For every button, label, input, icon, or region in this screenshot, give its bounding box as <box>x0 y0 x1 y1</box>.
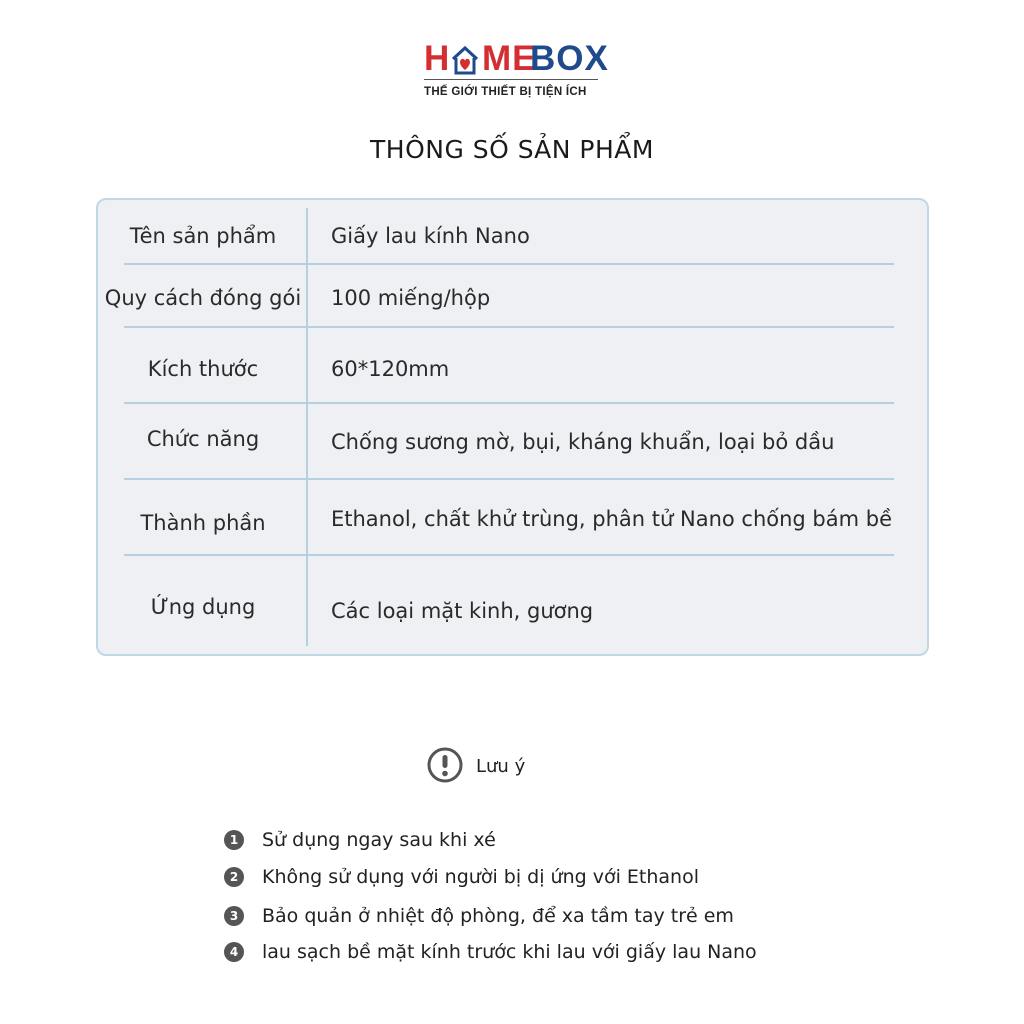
house-heart-icon <box>450 45 480 75</box>
spec-label-packaging: Quy cách đóng gói <box>104 286 302 310</box>
number-badge: 1 <box>224 830 244 850</box>
row-divider <box>124 554 894 556</box>
spec-value-application: Các loại mặt kinh, gương <box>331 599 594 623</box>
number-badge: 3 <box>224 906 244 926</box>
spec-label-size: Kích thước <box>147 357 259 381</box>
spec-value-function: Chống sương mờ, bụi, kháng khuẩn, loại bỏ dầu <box>331 430 835 454</box>
brand-wordmark <box>424 39 609 78</box>
row-divider <box>124 263 894 265</box>
list-item-text: Sử dụng ngay sau khi xé <box>262 829 496 851</box>
spec-table <box>96 198 929 656</box>
spec-value-ingredients: Ethanol, chất khử trùng, phân tử Nano chống bám bề <box>331 507 893 531</box>
spec-value-product-name: Giấy lau kính Nano <box>331 224 530 248</box>
brand-letters-box: BOX <box>530 39 609 78</box>
number-badge: 2 <box>224 867 244 887</box>
brand-letters-me: ME <box>482 39 537 78</box>
spec-label-function: Chức năng <box>146 427 260 451</box>
logo-divider <box>424 79 598 80</box>
note-label: Lưu ý <box>476 756 526 777</box>
number-badge: 4 <box>224 942 244 962</box>
row-divider <box>124 478 894 480</box>
list-item-text: Bảo quản ở nhiệt độ phòng, để xa tầm tay trẻ em <box>262 905 734 927</box>
brand-letter-h: H <box>424 39 451 78</box>
exclamation-circle-icon <box>426 746 464 784</box>
spec-title: THÔNG SỐ SẢN PHẨM <box>370 135 654 164</box>
logo-tagline: THẾ GIỚI THIẾT BỊ TIỆN ÍCH <box>424 86 587 98</box>
spec-label-ingredients: Thành phần <box>140 511 266 535</box>
spec-value-packaging: 100 miếng/hộp <box>331 286 491 310</box>
homebox-logo <box>424 39 609 98</box>
list-item-text: lau sạch bề mặt kính trước khi lau với giấy lau Nano <box>262 941 757 963</box>
spec-label-product-name: Tên sản phẩm <box>129 224 277 248</box>
list-item-text: Không sử dụng với người bị dị ứng với Ethanol <box>262 866 699 888</box>
spec-label-application: Ứng dụng <box>150 595 256 619</box>
row-divider <box>124 402 894 404</box>
row-divider <box>124 326 894 328</box>
spec-value-size: 60*120mm <box>331 357 450 381</box>
